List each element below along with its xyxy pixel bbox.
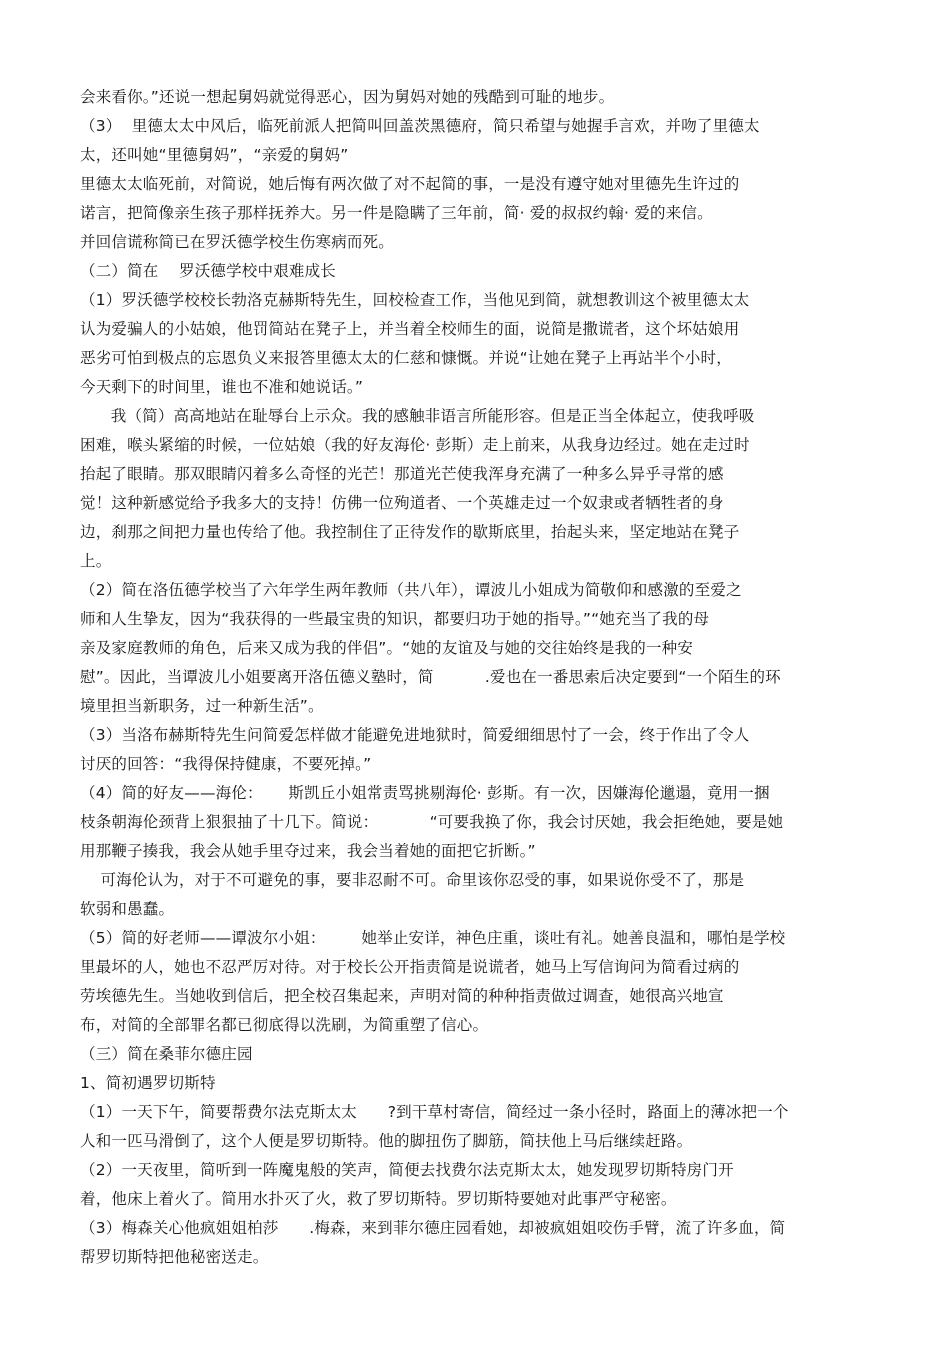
text-line: 抬起了眼睛。那双眼睛闪着多么奇怪的光芒！那道光芒使我浑身充满了一种多么异乎寻常的感 [80, 465, 724, 483]
text-line: 我（简）高高地站在耻辱台上示众。我的感触非语言所能形容。但是正当全体起立，使我呼吸 [80, 407, 755, 425]
text-line: 劳埃德先生。当她收到信后，把全校召集起来，声明对简的种种指责做过调查，她很高兴地宣 [80, 987, 724, 1005]
text-line: （3） 里德太太中风后，临死前派人把简叫回盖茨黑德府，简只希望与她握手言欢，并吻了里德太 [80, 117, 760, 135]
text-line: 里德太太临死前，对简说，她后悔有两次做了对不起简的事，一是没有遵守她对里德先生许过的 [80, 175, 740, 193]
text-line: 人和一匹马滑倒了，这个人便是罗切斯特。他的脚扭伤了脚筋，简扶他上马后继续赶路。 [80, 1132, 693, 1150]
text-line: 境里担当新职务，过一种新生活”。 [80, 697, 324, 715]
text-line: 软弱和愚蠢。 [80, 900, 175, 918]
text-line: （2）一天夜里，简听到一阵魔鬼般的笑声，简便去找费尔法克斯太太，她发现罗切斯特房门开 [80, 1161, 734, 1179]
text-line: 会来看你。”还说一想起舅妈就觉得恶心，因为舅妈对她的残酷到可耻的地步。 [80, 88, 615, 106]
text-line: 可海伦认为，对于不可避免的事，要非忍耐不可。命里该你忍受的事，如果说你受不了，那是 [80, 871, 745, 889]
text-line: 慰”。因此，当谭波儿小姐要离开洛伍德义塾时，简 .爱也在一番思索后决定要到“一个陌生的环 [80, 668, 781, 686]
text-line: 认为爱骗人的小姑娘，他罚简站在凳子上，并当着全校师生的面，说简是撒谎者，这个坏姑娘用 [80, 320, 740, 338]
text-line: 困难，喉头紧缩的时候，一位姑娘（我的好友海伦· 彭斯）走上前来，从我身边经过。她在走过时 [80, 436, 750, 454]
section-heading: （三）简在桑菲尔德庄园 [80, 1045, 253, 1063]
text-line: （1）一天下午，简要帮费尔法克斯太太 ?到干草村寄信，简经过一条小径时，路面上的薄冰把一个 [80, 1103, 789, 1121]
text-line: 里最坏的人，她也不忍严厉对待。对于校长公开指责简是说谎者，她马上写信询问为简看过病的 [80, 958, 740, 976]
text-line: 亲及家庭教师的角色，后来又成为我的伴侣”。“她的友谊及与她的交往始终是我的一种安 [80, 639, 694, 657]
text-line: （3）当洛布赫斯特先生问简爱怎样做才能避免进地狱时，简爱细细思忖了一会，终于作出了令人 [80, 726, 750, 744]
text-line: 讨厌的回答：“我得保持健康，不要死掉。” [80, 755, 372, 773]
text-line: 太，还叫她“里德舅妈”，“亲爱的舅妈” [80, 146, 349, 164]
text-line: 枝条朝海伦颈背上狠狠抽了十几下。简说： “可要我换了你，我会讨厌她，我会拒绝她，要是她 [80, 813, 784, 831]
text-line: （1）罗沃德学校校长勃洛克赫斯特先生，回校检查工作，当他见到简，就想教训这个被里德太太 [80, 291, 750, 309]
text-line: （2）简在洛伍德学校当了六年学生两年教师（共八年），谭波儿小姐成为简敬仰和感激的至爱之 [80, 581, 742, 599]
subsection-heading: 1、简初遇罗切斯特 [80, 1074, 216, 1092]
text-line: 边，刹那之间把力量也传给了他。我控制住了正待发作的歇斯底里，抬起头来，坚定地站在凳子 [80, 523, 740, 541]
text-line: 觉！这种新感觉给予我多大的支持！仿佛一位殉道者、一个英雄走过一个奴隶或者牺牲者的身 [80, 494, 724, 512]
text-line: 诺言，把简像亲生孩子那样抚养大。另一件是隐瞒了三年前，简· 爱的叔叔约翰· 爱的来信。 [80, 204, 713, 222]
text-line: 用那鞭子揍我，我会从她手里夺过来，我会当着她的面把它折断。” [80, 842, 536, 860]
text-line: （3）梅森关心他疯姐姐柏莎 .梅森，来到菲尔德庄园看她，却被疯姐姐咬伤手臂，流了许多血，简 [80, 1219, 786, 1237]
text-line: 今天剩下的时间里，谁也不准和她说话。” [80, 378, 364, 396]
text-line: 恶劣可怕到极点的忘恩负义来报答里德太太的仁慈和慷慨。并说“让她在凳子上再站半个小时， [80, 349, 732, 367]
text-line: 布，对简的全部罪名都已彻底得以洗刷，为简重塑了信心。 [80, 1016, 489, 1034]
text-line: 师和人生挚友，因为“我获得的一些最宝贵的知识，都要归功于她的指导。”“她充当了我的母 [80, 610, 710, 628]
section-heading: （二）简在 罗沃德学校中艰难成长 [80, 262, 337, 280]
text-line: 上。 [80, 552, 112, 570]
text-line: 着，他床上着火了。简用水扑灭了火，救了罗切斯特。罗切斯特要她对此事严守秘密。 [80, 1190, 677, 1208]
text-line: （5）简的好老师——谭波尔小姐： 她举止安详，神色庄重，谈吐有礼。她善良温和，哪怕是学校 [80, 929, 786, 947]
text-line: 并回信谎称简已在罗沃德学校生伤寒病而死。 [80, 233, 395, 251]
text-line: （4）简的好友——海伦： 斯凯丘小姐常责骂挑剔海伦· 彭斯。有一次，因嫌海伦邋遢，竟用一捆 [80, 784, 770, 802]
text-line: 帮罗切斯特把他秘密送走。 [80, 1248, 269, 1266]
